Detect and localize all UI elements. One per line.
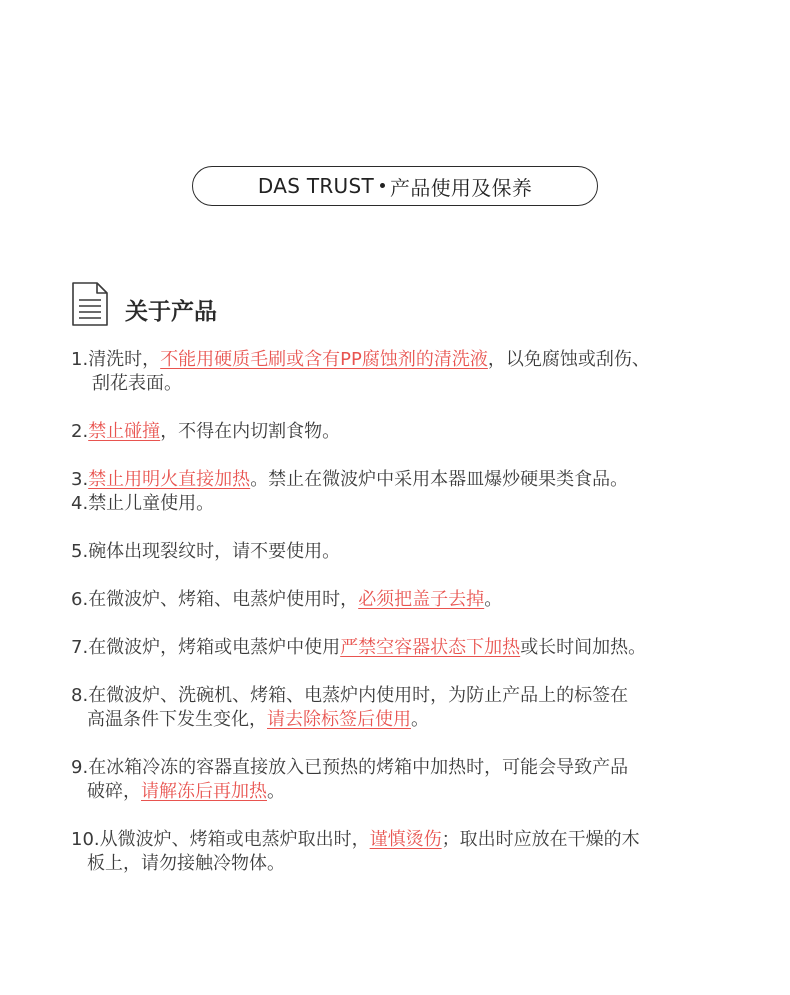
item-warning: 请去除标签后使用	[267, 709, 411, 730]
item-text: ，不得在内切割食物。	[160, 421, 341, 442]
list-item	[71, 468, 741, 492]
item-text: 破碎，	[87, 781, 141, 802]
page-title-pill	[192, 166, 598, 206]
item-text: 。禁止在微波炉中采用本器皿爆炒硬果类食品。	[250, 469, 629, 490]
page-subtitle: 产品使用及保养	[390, 175, 533, 200]
item-number: 9.	[71, 757, 89, 778]
separator-dot-icon	[380, 183, 385, 188]
item-number: 10.	[71, 829, 100, 850]
item-number: 4.	[71, 493, 89, 514]
item-text: 高温条件下发生变化，	[87, 709, 267, 730]
section-header	[71, 280, 217, 328]
item-warning: 请解冻后再加热	[141, 781, 267, 802]
document-icon	[71, 281, 109, 327]
item-continuation: 刮花表面。	[92, 373, 182, 394]
item-text: 或长时间加热。	[520, 637, 647, 658]
item-number: 3.	[71, 469, 89, 490]
item-text: 。	[411, 709, 429, 730]
item-text: 从微波炉、烤箱或电蒸炉取出时，	[99, 829, 370, 850]
list-item	[71, 756, 741, 804]
item-continuation	[71, 780, 741, 804]
item-text: 在微波炉，烤箱或电蒸炉中使用	[88, 637, 341, 658]
item-text: ，以免腐蚀或刮伤、	[487, 349, 650, 370]
item-warning: 禁止用明火直接加热	[88, 469, 251, 490]
item-warning: 严禁空容器状态下加热	[340, 637, 521, 658]
list-item	[71, 348, 741, 396]
list-item	[71, 420, 741, 444]
list-item	[71, 828, 741, 876]
item-number: 2.	[71, 421, 89, 442]
item-warning: 不能用硬质毛刷或含有PP腐蚀剂的清洗液	[160, 349, 488, 370]
item-warning: 必须把盖子去掉	[358, 589, 485, 610]
item-text: ；取出时应放在干燥的木	[441, 829, 640, 850]
item-number: 1.	[71, 349, 89, 370]
item-text: 。	[267, 781, 285, 802]
item-text: 禁止儿童使用。	[88, 493, 215, 514]
item-text: 在冰箱冷冻的容器直接放入已预热的烤箱中加热时，可能会导致产品	[88, 757, 629, 778]
item-number: 8.	[71, 685, 89, 706]
list-item	[71, 588, 741, 612]
item-number: 5.	[71, 541, 89, 562]
list-item	[71, 684, 741, 732]
item-continuation: 板上，请勿接触冷物体。	[87, 853, 285, 874]
list-item	[71, 492, 741, 516]
item-number: 7.	[71, 637, 89, 658]
section-title: 关于产品	[125, 298, 217, 325]
item-text: 在微波炉、烤箱、电蒸炉使用时，	[88, 589, 359, 610]
item-text: 。	[484, 589, 503, 610]
item-number: 6.	[71, 589, 89, 610]
brand-name: DAS TRUST	[257, 174, 375, 198]
item-text: 清洗时，	[88, 349, 161, 370]
item-warning: 谨慎烫伤	[369, 829, 442, 850]
item-text: 在微波炉、洗碗机、烤箱、电蒸炉内使用时，为防止产品上的标签在	[88, 685, 629, 706]
list-item	[71, 540, 741, 564]
item-continuation	[71, 708, 741, 732]
list-item	[71, 636, 741, 660]
item-warning: 禁止碰撞	[88, 421, 161, 442]
item-text: 碗体出现裂纹时，请不要使用。	[88, 541, 341, 562]
